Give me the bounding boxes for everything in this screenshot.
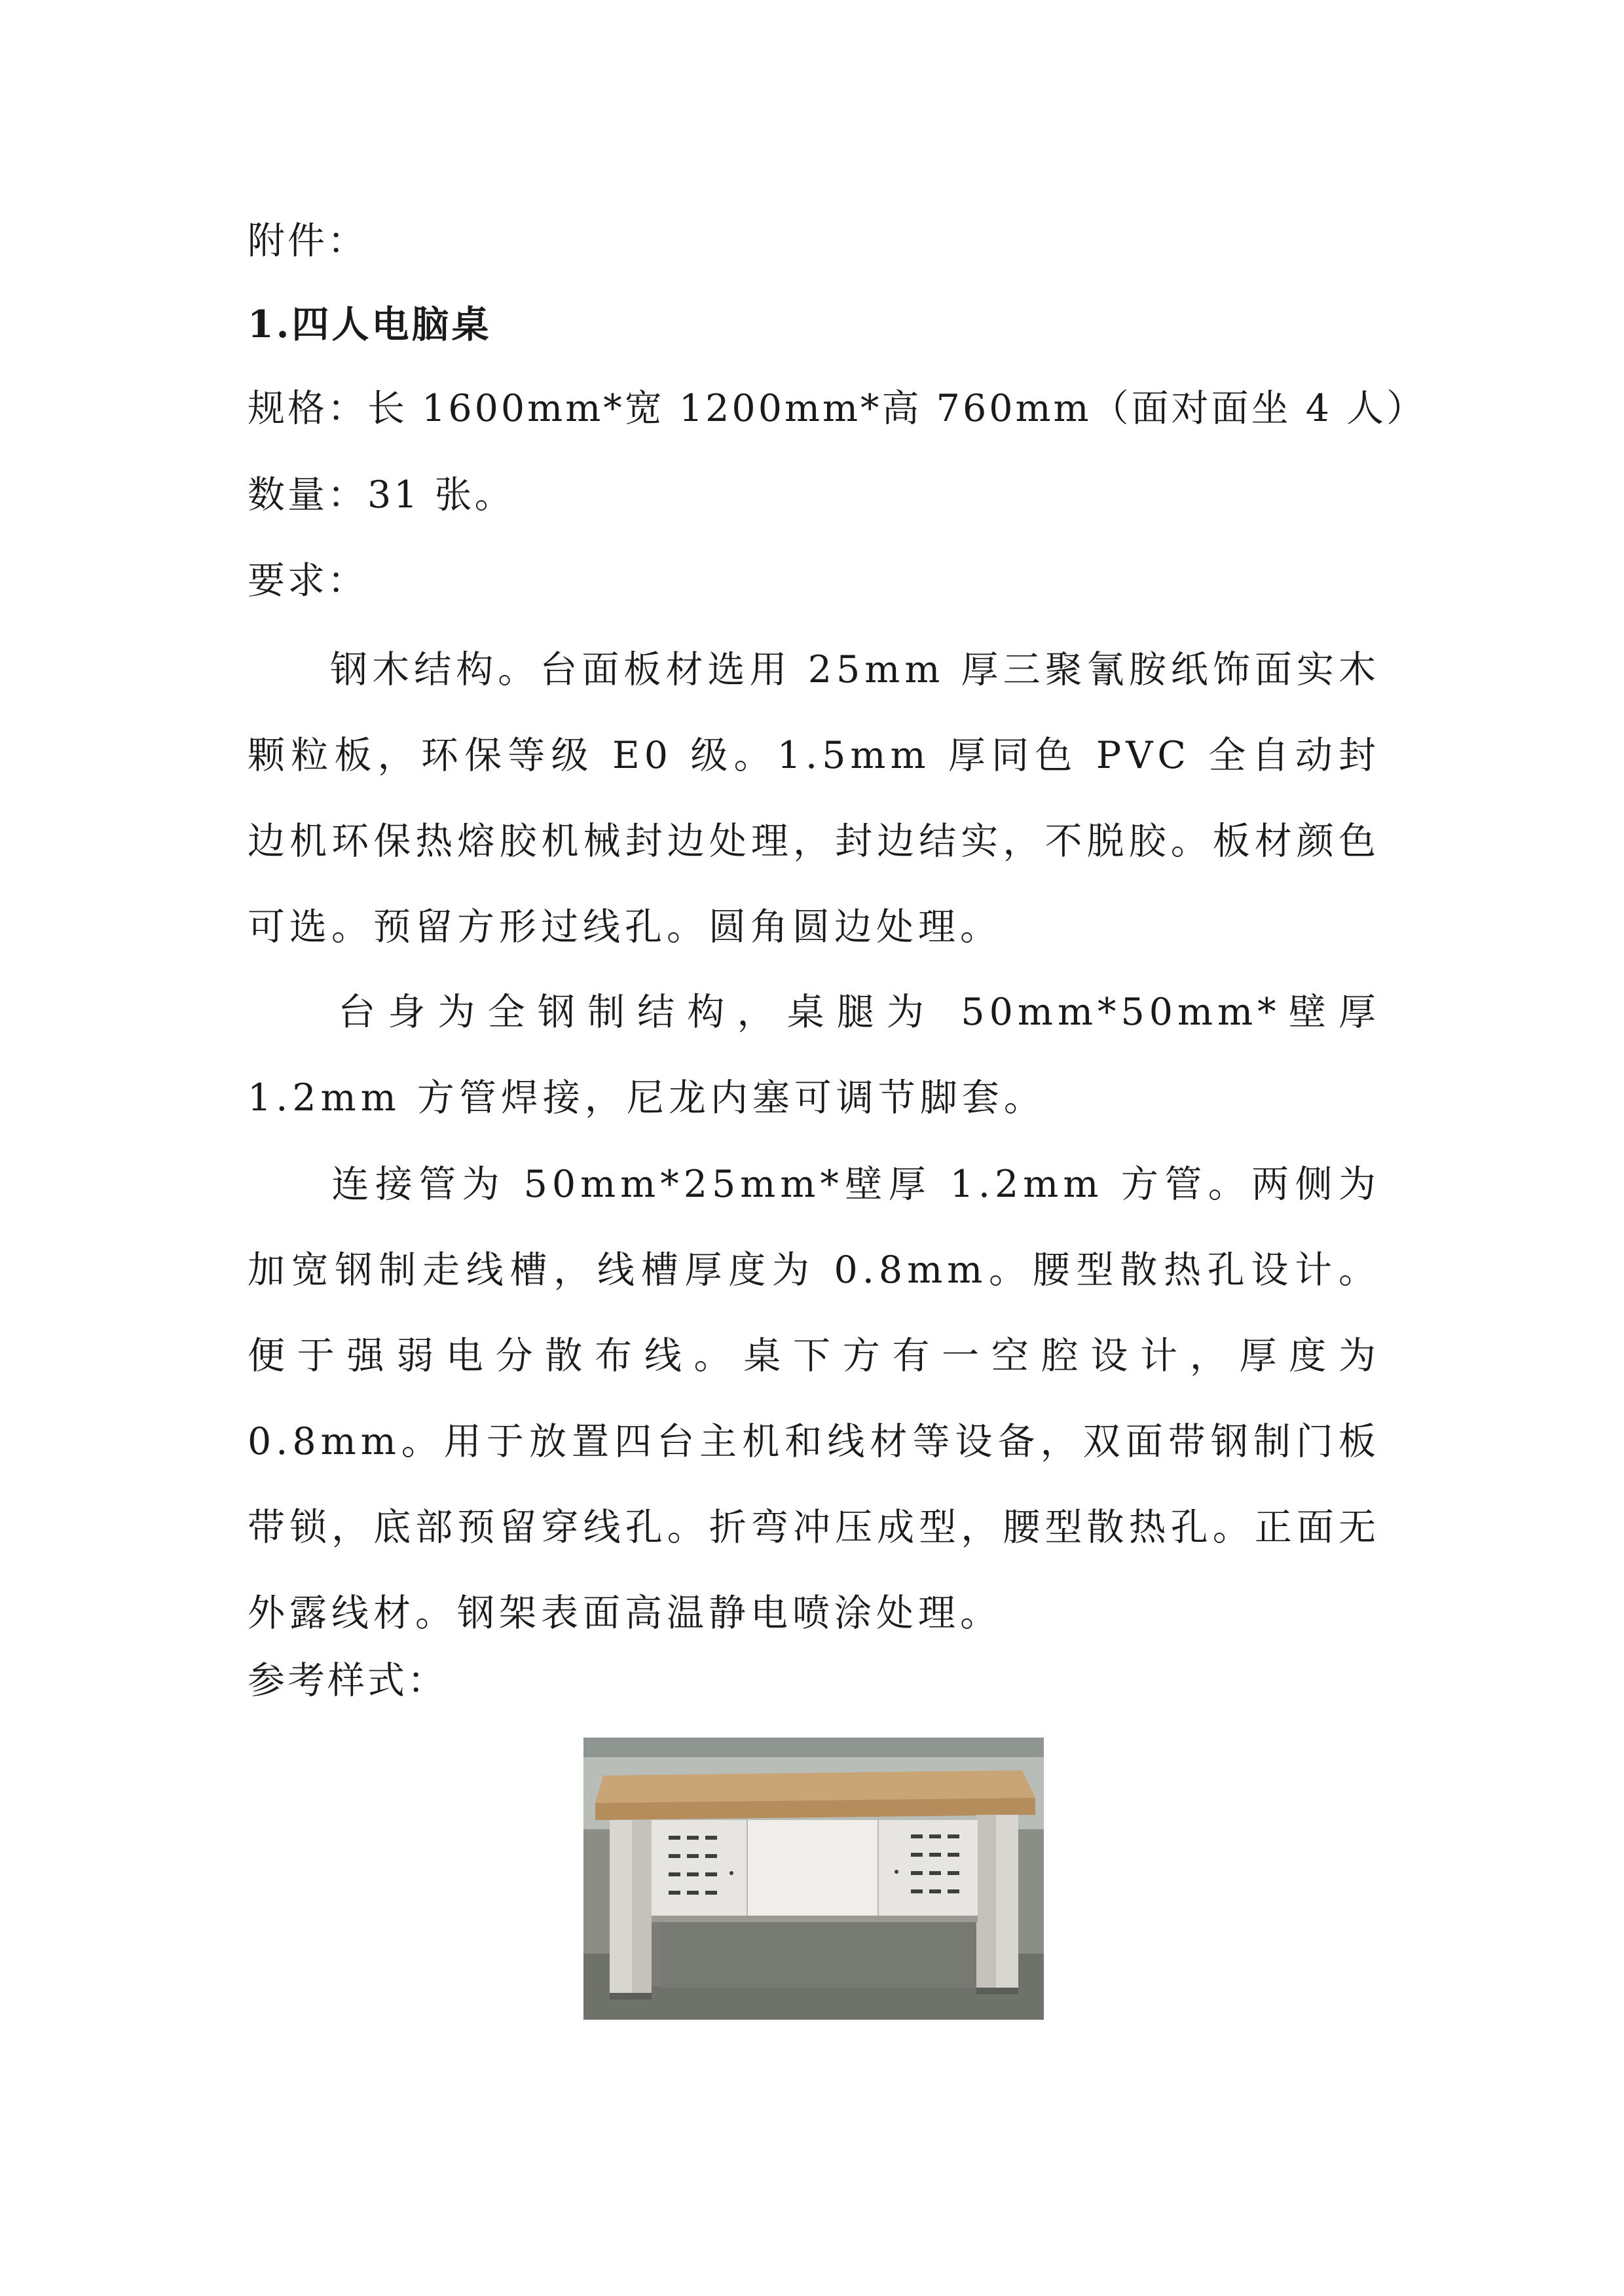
paragraph-text: 连接管为 50mm*25mm*壁厚 1.2mm 方管。两侧为加宽钢制走线槽，线槽厚度为 0.8mm。腰型散热孔设计。便于强弱电分散布线。桌下方有一空腔设计，厚度为 0.8mm。用于放置四台主机和线材等设备，双面带钢制门板带锁，底部预留穿线孔。折弯冲压成型，腰型散热孔。正面无外露线材。钢架表面高温静电喷涂处理。 [248,1163,1380,1635]
requirement-paragraph-1 [248,627,1380,970]
section-title: 1.四人电脑桌 [248,302,492,346]
requirement-paragraph-3 [248,1142,1380,1656]
reference-label: 参考样式： [248,1659,447,1702]
desk-illustration [583,1738,1044,2020]
requirement-paragraph-2 [248,970,1380,1141]
quantity-line: 数量：31 张。 [248,473,515,517]
attachment-label: 附件： [248,219,367,263]
desk-reference-photo [583,1738,1044,2020]
paragraph-text: 钢木结构。台面板材选用 25mm 厚三聚氰胺纸饰面实木颗粒板，环保等级 E0 级。1.5mm 厚同色 PVC 全自动封边机环保热熔胶机械封边处理，封边结实，不脱胶。板材颜色可选。预留方形过线孔。圆角圆边处理。 [248,648,1380,949]
spec-line: 规格：长 1600mm*宽 1200mm*高 760mm（面对面坐 4 人） [248,387,1427,430]
requirements-label: 要求： [248,559,367,602]
paragraph-text: 台身为全钢制结构，桌腿为 50mm*50mm*壁厚 1.2mm 方管焊接，尼龙内塞可调节脚套。 [248,991,1380,1120]
